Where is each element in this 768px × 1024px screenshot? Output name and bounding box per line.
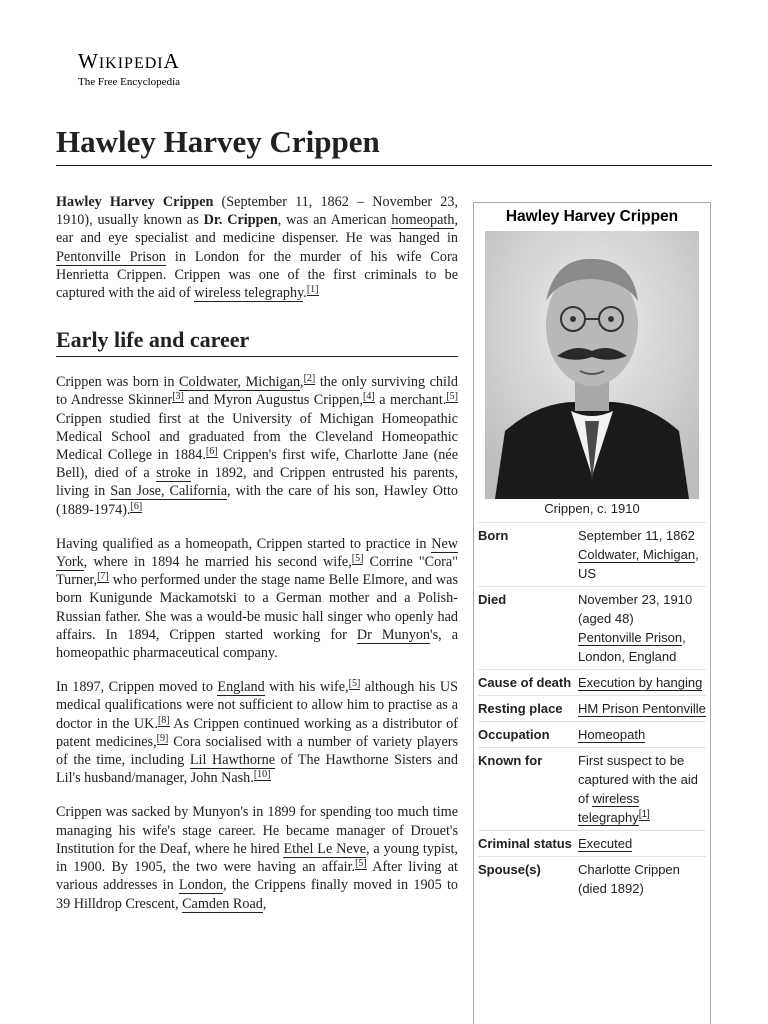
paragraph-homeopath: [56, 535, 458, 662]
intro-text: , ear and eye specialist and medicine dispenser. He was hanged in: [56, 212, 458, 247]
link-lil-hawthorne[interactable]: Lil Hawthorne: [189, 752, 276, 769]
ref-3[interactable]: [3]: [172, 391, 184, 403]
infobox-row-resting: [478, 695, 706, 721]
intro-text: (September 11, 1862 – November 23, 1910), usually known as: [56, 194, 459, 229]
intro-text: .: [303, 285, 307, 302]
ref-6[interactable]: [6]: [130, 500, 143, 512]
resting-value: [578, 699, 706, 718]
link-pentonville-prison[interactable]: Pentonville Prison: [578, 630, 683, 645]
cause-value: [578, 673, 706, 692]
ref-5[interactable]: [5]: [351, 553, 364, 565]
intro-text: , was an American: [277, 212, 392, 229]
portrait-caption: Crippen, c. 1910: [544, 501, 640, 516]
ref-6[interactable]: [6]: [205, 446, 218, 458]
link-homeopath[interactable]: homeopath: [391, 212, 455, 229]
ref-8[interactable]: [8]: [157, 714, 170, 726]
wikipedia-logo[interactable]: [78, 50, 180, 89]
infobox-row-born: [478, 522, 706, 586]
portrait-photo[interactable]: [485, 231, 699, 499]
died-date: November 23, 1910: [578, 592, 693, 607]
para-text: , where in 1894 he married his second wife,: [83, 554, 352, 571]
infobox-row-cause: [478, 669, 706, 695]
para-text: who performed under the stage name Belle Elmore, and was born Kunigunde Mackamotski to a German mother and a Polish-Russian father. She was a would-be music hall singer who openly had affairs. In 1894, Crippen started working for: [56, 572, 458, 643]
para-text: Crippen's first wife, Charlotte Jane (née Bell), died of a: [56, 447, 458, 482]
born-date: September 11, 1862: [578, 528, 695, 543]
link-coldwater-michigan[interactable]: Coldwater, Michigan: [578, 547, 696, 562]
para-text: and Myron Augustus Crippen,: [183, 392, 364, 409]
subject-name: Hawley Harvey Crippen: [56, 194, 214, 210]
para-text: Having qualified as a homeopath, Crippen started to practice in: [56, 535, 432, 552]
para-text: In 1897, Crippen moved to: [56, 679, 218, 696]
link-england[interactable]: England: [217, 679, 265, 696]
died-place-rest: , London, England: [578, 630, 686, 664]
ref-1[interactable]: [1]: [638, 809, 650, 820]
para-text: the only surviving child to Andresse Skinner: [56, 374, 458, 409]
born-value: [578, 526, 706, 583]
para-text: Crippen was sacked by Munyon's in 1899 for spending too much time managing his wife's stage career. He became manager of Drouet's Institution for the Deaf, where he hired: [56, 804, 458, 857]
infobox-row-known-for: [478, 747, 706, 830]
link-wireless-telegraphy[interactable]: wireless telegraphy: [578, 791, 640, 825]
infobox-title: Hawley Harvey Crippen: [505, 208, 679, 225]
known-label: Known for: [478, 753, 543, 768]
para-text: After living at various addresses in: [56, 859, 458, 894]
known-value: [578, 751, 706, 827]
born-place-rest: , US: [578, 547, 699, 581]
infobox-row-spouse: [478, 856, 706, 901]
link-pentonville-prison[interactable]: Pentonville Prison: [56, 248, 166, 265]
died-label: Died: [478, 592, 507, 607]
criminal-value: [578, 834, 706, 853]
para-text: of The Hawthorne Sisters and Lil's husband/manager, John Nash.: [56, 752, 458, 787]
para-text: with his wife,: [264, 679, 349, 696]
para-text: ,: [300, 374, 304, 391]
link-london[interactable]: London: [178, 877, 224, 894]
link-coldwater-michigan[interactable]: Coldwater, Michigan: [179, 374, 301, 391]
nickname: Dr. Crippen: [203, 212, 278, 229]
infobox: [473, 202, 711, 1024]
para-text: Cora socialised with a number of variety players of the time, including: [56, 733, 458, 769]
occupation-label: Occupation: [478, 727, 550, 742]
ref-2[interactable]: [2]: [303, 373, 316, 385]
intro-paragraph: [56, 193, 458, 302]
link-dr-munyon[interactable]: Dr Munyon: [356, 626, 431, 643]
spouse-label: Spouse(s): [478, 862, 541, 877]
para-text: Corrine "Cora" Turner,: [56, 554, 458, 589]
ref-10[interactable]: [10]: [253, 769, 271, 781]
paragraph-munyons: [56, 803, 458, 912]
logo-tagline: The Free Encyclopedia: [78, 76, 181, 88]
portrait-image: [485, 231, 699, 499]
para-text: Crippen was born in: [56, 374, 180, 391]
criminal-label: Criminal status: [478, 836, 572, 851]
born-label: Born: [478, 528, 509, 543]
link-hm-prison-pentonville[interactable]: HM Prison Pentonville: [578, 701, 706, 716]
para-text: a merchant.: [374, 392, 447, 409]
para-text: ,: [262, 895, 267, 912]
link-execution-by-hanging[interactable]: Execution by hanging: [578, 675, 703, 690]
section-heading-early-life: Early life and career: [56, 326, 458, 357]
page-title: Hawley Harvey Crippen: [56, 122, 712, 166]
paragraph-england: [56, 678, 458, 787]
link-camden-road[interactable]: Camden Road: [182, 895, 263, 912]
ref-5[interactable]: [5]: [355, 858, 367, 870]
link-san-jose[interactable]: San Jose, California: [110, 483, 228, 500]
known-text: First suspect to be captured with the aid of: [578, 753, 698, 806]
link-wireless-telegraphy[interactable]: wireless telegraphy: [194, 285, 304, 302]
paragraph-early-life: [56, 373, 458, 519]
intro-text: in London for the murder of his wife Cora Henrietta Crippen. Crippen was one of the first criminals to be captured with the aid of: [56, 248, 458, 302]
occupation-value: [578, 725, 706, 744]
died-value: [578, 590, 706, 666]
link-executed[interactable]: Executed: [578, 836, 633, 851]
article-body: [56, 193, 458, 929]
para-text: , the Crippens finally moved in 1905 to 39 Hilldrop Crescent,: [56, 877, 459, 912]
para-text: 's, a homeopathic pharmaceutical company.: [56, 626, 458, 662]
ref-5[interactable]: [5]: [348, 678, 361, 690]
para-text: in 1892, and Crippen entrusted his parents, living in: [56, 465, 458, 500]
para-text: although his US medical qualifications were not sufficient to allow him to practise as a doctor in the UK.: [56, 679, 458, 732]
para-text: , a young typist, in 1900. By 1905, the two were having an affair.: [56, 840, 458, 876]
link-stroke[interactable]: stroke: [156, 465, 191, 482]
ref-4[interactable]: [4]: [363, 391, 375, 403]
ref-9[interactable]: [9]: [156, 732, 169, 744]
link-homeopath[interactable]: Homeopath: [578, 727, 646, 742]
ref-1[interactable]: [1]: [306, 284, 319, 296]
spouse-value: Charlotte Crippen (died 1892): [578, 862, 680, 896]
para-text: , with the care of his son, Hawley Otto (1889-1974).: [56, 483, 458, 518]
para-text: Crippen studied first at the University of Michigan Homeopathic Medical School and graduated from the Cleveland Homeopathic Medical College in 1884.: [56, 410, 458, 464]
infobox-row-died: [478, 586, 706, 669]
cause-label: Cause of death: [478, 675, 572, 690]
infobox-row-occupation: [478, 721, 706, 747]
resting-label: Resting place: [478, 701, 563, 716]
logo-wordmark: WIKIPEDIA: [78, 49, 180, 73]
infobox-row-criminal-status: [478, 830, 706, 856]
died-age: (aged 48): [578, 611, 634, 626]
ref-5[interactable]: [5]: [446, 391, 459, 403]
para-text: As Crippen continued working as a distributor of patent medicines,: [56, 715, 458, 750]
link-ethel-le-neve[interactable]: Ethel Le Neve: [283, 840, 367, 857]
link-new-york[interactable]: New York: [56, 535, 458, 571]
ref-7[interactable]: [7]: [97, 571, 109, 583]
